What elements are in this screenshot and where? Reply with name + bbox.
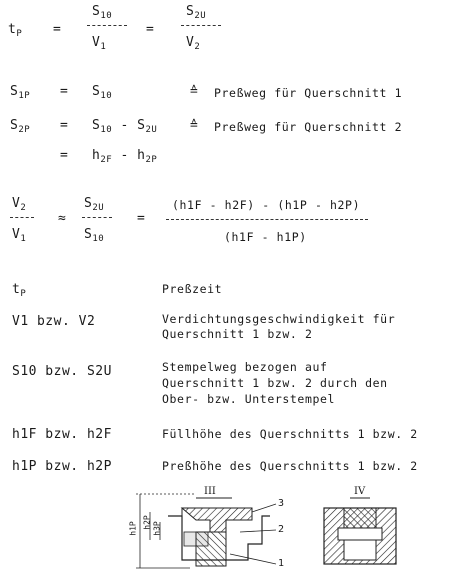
eq1-fraction-line-2 xyxy=(181,25,221,26)
eq2-rhs: $S_{10}$ xyxy=(92,84,113,101)
eq5-s2u: $S_{2U}$ xyxy=(84,196,105,213)
eq5-approx: ≈ xyxy=(58,211,67,226)
eq5-s10: $S_{10}$ xyxy=(84,227,105,244)
figure-dim-h1p: h1P xyxy=(128,521,138,536)
legend-desc-v-line2: Querschnitt 1 bzw. 2 xyxy=(162,327,313,341)
figure-dim-h3p: h3P xyxy=(152,521,162,536)
eq3-description: Preßweg für Querschnitt 2 xyxy=(214,120,403,134)
figure-callout-3: 3 xyxy=(278,498,285,509)
eq2-equals: = xyxy=(60,84,69,99)
eq3-equals: = xyxy=(60,118,69,133)
legend-desc-s-line1: Stempelweg bezogen auf xyxy=(162,360,328,374)
eq4-equals: = xyxy=(60,148,69,163)
figure-label-iii: III xyxy=(204,486,216,497)
legend-desc-v-line1: Verdichtungsgeschwindigkeit für xyxy=(162,312,396,326)
legend-desc-tp: Preßzeit xyxy=(162,282,223,296)
figure-callout-1: 1 xyxy=(278,558,285,569)
eq4-rhs: $h_{2F} - h_{2P}$ xyxy=(92,148,158,165)
figure-label-iv: IV xyxy=(354,486,366,497)
press-tool-figure xyxy=(0,484,459,574)
eq5-v1: $V_1$ xyxy=(12,227,27,244)
tool-section-iv xyxy=(324,498,396,564)
eq5-v2: $V_2$ xyxy=(12,196,27,213)
eq5-equals: = xyxy=(137,211,146,226)
legend-symbol-v: V1 bzw. V2 xyxy=(12,314,96,329)
eq5-numerator: (h1F - h2F) - (h1P - h2P) xyxy=(172,198,361,212)
legend-desc-s-line2: Querschnitt 1 bzw. 2 durch den xyxy=(162,376,388,390)
legend-desc-hp: Preßhöhe des Querschnitts 1 bzw. 2 xyxy=(162,459,418,473)
eq1-equals-b: = xyxy=(146,22,155,37)
eq1-numerator-2: $S_{2U}$ xyxy=(186,4,207,21)
eq3-correspondence: ≙ xyxy=(190,118,199,133)
eq2-lhs: $S_{1P}$ xyxy=(10,84,31,101)
eq5-fraction-line-main xyxy=(166,219,368,220)
eq1-denominator-1: $V_1$ xyxy=(92,35,107,52)
eq1-denominator-2: $V_2$ xyxy=(186,35,201,52)
eq5-denominator: (h1F - h1P) xyxy=(224,230,307,244)
eq1-numerator-1: $S_{10}$ xyxy=(92,4,113,21)
legend-symbol-s: S10 bzw. S2U xyxy=(12,364,112,379)
legend-desc-s-line3: Ober- bzw. Unterstempel xyxy=(162,392,336,406)
figure-dim-h2p: h2P xyxy=(142,515,152,530)
eq1-fraction-line-1 xyxy=(87,25,127,26)
eq5-fraction-line-v xyxy=(10,217,34,218)
eq1-lhs: $t_P$ xyxy=(8,22,23,39)
figure-callout-2: 2 xyxy=(278,524,285,535)
eq2-correspondence: ≙ xyxy=(190,84,199,99)
legend-symbol-hf: h1F bzw. h2F xyxy=(12,427,112,442)
eq5-fraction-line-s xyxy=(82,217,112,218)
legend-symbol-tp: $t_P$ xyxy=(12,282,27,299)
eq2-description: Preßweg für Querschnitt 1 xyxy=(214,86,403,100)
eq1-equals-a: = xyxy=(53,22,62,37)
eq3-rhs: $S_{10} - S_{2U}$ xyxy=(92,118,158,135)
legend-symbol-hp: h1P bzw. h2P xyxy=(12,459,112,474)
eq3-lhs: $S_{2P}$ xyxy=(10,118,31,135)
legend-desc-hf: Füllhöhe des Querschnitts 1 bzw. 2 xyxy=(162,427,418,441)
